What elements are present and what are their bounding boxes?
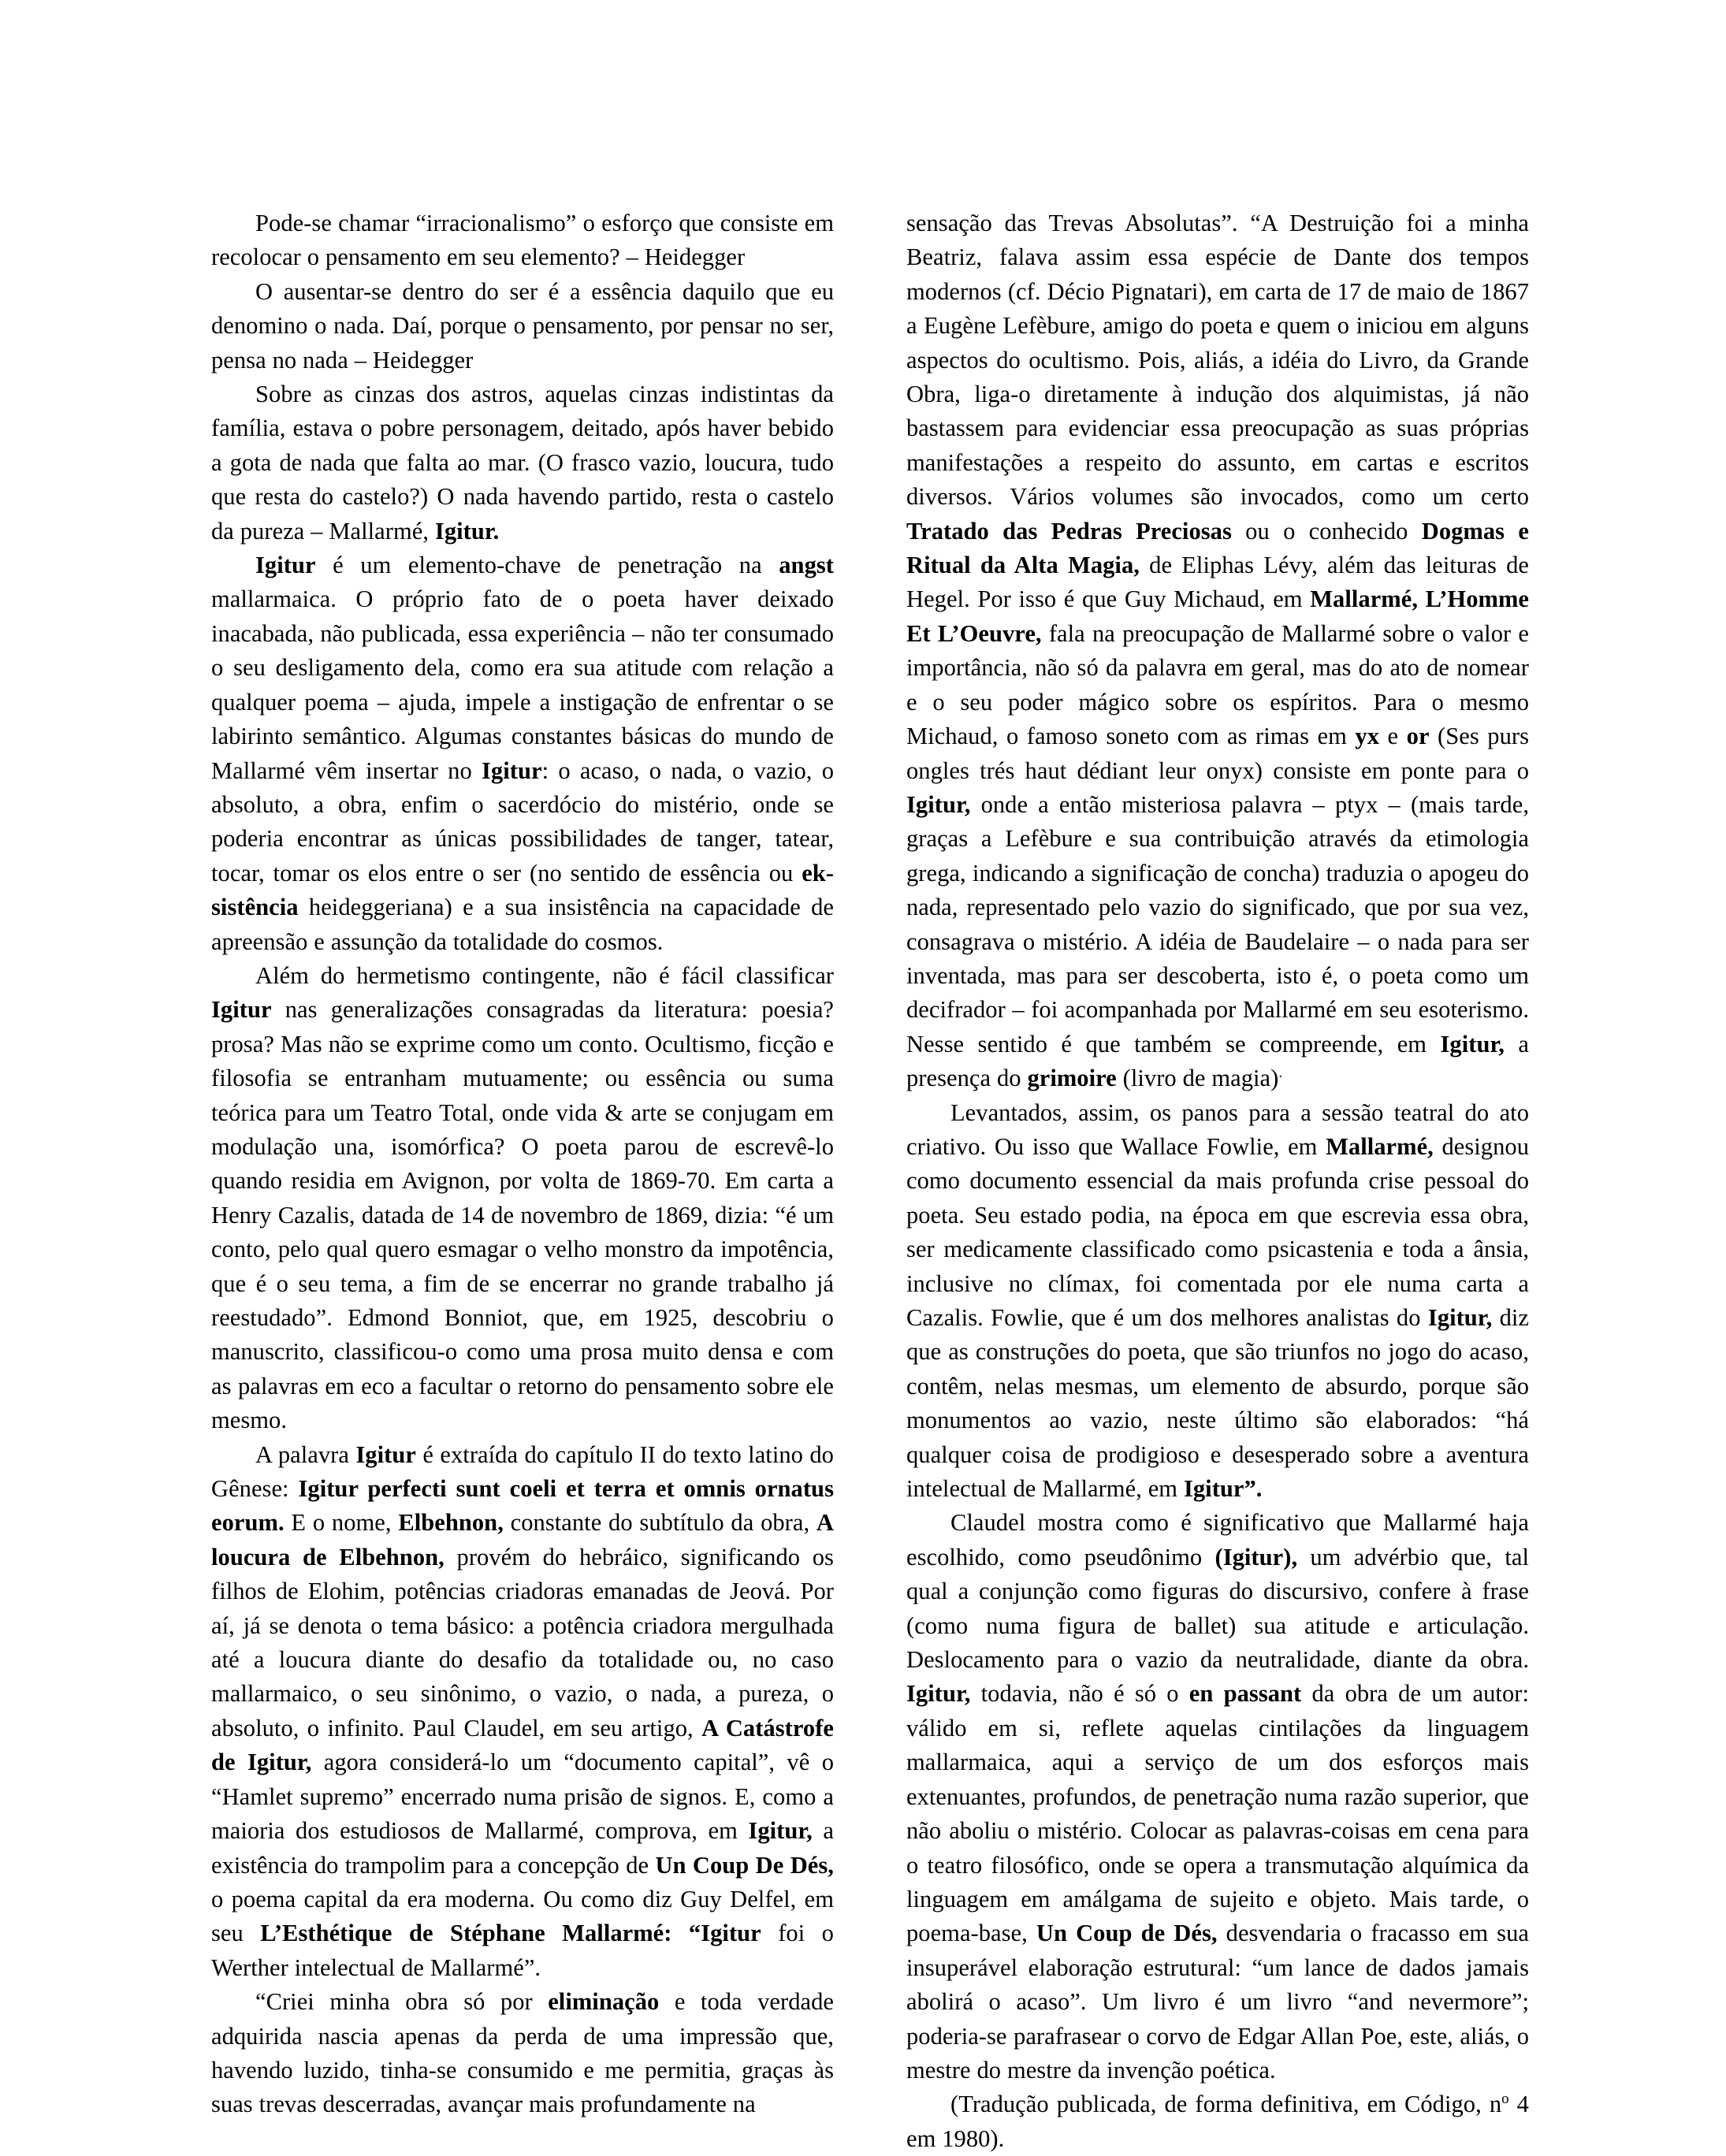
paragraph: sensação das Trevas Absolutas”. “A Destruição foi a minha Beatriz, falava assim essa espécie de Dante dos tempos modernos (cf. Décio Pignatari), em carta de 17 de maio de 1867 a Eugène Lefèbure, amigo do poeta e quem o iniciou em alguns aspectos do ocultismo. Pois, aliás, a idéia do Livro, da Grande Obra, liga-o diretamente à indução dos alquimistas, já não bastassem para evidenciar essa preocupação as suas próprias manifestações a respeito do assunto, em cartas e escritos diversos. Vários volumes são invocados, como um certo Tratado das Pedras Preciosas ou o conhecido Dogmas e Ritual da Alta Magia, de Eliphas Lévy, além das leituras de Hegel. Por isso é que Guy Michaud, em Mallarmé, L’Homme Et L’Oeuvre, fala na preocupação de Mallarmé sobre o valor e importância, não só da palavra em geral, mas do ato de nomear e o seu poder mágico sobre os espíritos. Para o mesmo Michaud, o famoso soneto com as rimas em yx e or (Ses purs ongles trés haut dédiant leur onyx) consiste em ponte para o Igitur, onde a então misteriosa palavra – ptyx – (mais tarde, graças a Lefèbure e sua contribuição através da etimologia grega, indicando a significação de concha) traduzia o apogeu do nada, representado pelo vazio do significado, que por sua vez, consagrava o mistério. A idéia de Baudelaire – o nada para ser inventada, mas para ser descoberta, isto é, o poeta como um decifrador – foi acompanhada por Mallarmé em seu esoterismo. Nesse sentido é que também se compreende, em Igitur, a presença do grimoire (livro de magia).: [906, 210, 1530, 1092]
paragraph: Levantados, assim, os panos para a sessão teatral do ato criativo. Ou isso que Wallace Fowlie, em Mallarmé, designou como documento essencial da mais profunda crise pessoal do poeta. Seu estado podia, na época em que escrevia essa obra, ser medicamente classificado como psicastenia e toda a ânsia, inclusive no clímax, foi comentada por ele numa carta a Cazalis. Fowlie, que é um dos melhores analistas do Igitur, diz que as construções do poeta, que são triunfos no jogo do acaso, contêm, nelas mesmas, um elemento de absurdo, porque são monumentos ao vazio, neste último são elaborados: “há qualquer coisa de prodigioso e desesperado sobre a aventura intelectual de Mallarmé, em Igitur”.: [906, 1098, 1530, 1503]
paragraph: Sobre as cinzas dos astros, aquelas cinzas indistintas da família, estava o pobre personagem, deitado, após haver bebido a gota de nada que falta ao mar. (O frasco vazio, loucura, tudo que resta do castelo?) O nada havendo partido, resta o castelo da pureza – Mallarmé, Igitur.: [211, 381, 834, 545]
paragraph: (Tradução publicada, de forma definitiva, em Código, $n^o$ 4 em 1980).: [906, 2091, 1529, 2152]
paragraph: Igitur é um elemento-chave de penetração na angst mallarmaica. O próprio fato de o poeta haver deixado inacabada, não publicada, essa experiência – não ter consumado o seu desligamento dela, como era sua atitude com relação a qualquer poema – ajuda, impele a instigação de enfrentar o se labirinto semântico. Algumas constantes básicas do mundo de Mallarmé vêm insertar no Igitur: o acaso, o nada, o vazio, o absoluto, a obra, enfim o sacerdócio do mistério, onde se poderia encontrar as únicas possibilidades de tanger, tatear, tocar, tomar os elos entre o ser (no sentido de essência ou ek-sistência heideggeriana) e a sua insistência na capacidade de apreensão e assunção da totalidade do cosmos.: [211, 552, 835, 955]
left-column: [211, 206, 834, 2156]
right-column: [906, 206, 1529, 2156]
paragraph: Pode-se chamar “irracionalismo” o esforço que consiste em recolocar o pensamento em seu elemento? – Heidegger: [211, 210, 834, 271]
paragraph: O ausentar-se dentro do ser é a essência daquilo que eu denomino o nada. Daí, porque o pensamento, por pensar no ser, pensa no nada – Heidegger: [211, 277, 834, 374]
paragraph: Claudel mostra como é significativo que Mallarmé haja escolhido, como pseudônimo (Igitur), um advérbio que, tal qual a conjunção como figuras do discursivo, confere à frase (como numa figura de ballet) sua atitude e articulação. Deslocamento para o vazio da neutralidade, diante da obra. Igitur, todavia, não é só o en passant da obra de um autor: válido em si, reflete aquelas cintilações da linguagem mallarmaica, aqui a serviço de um dos esforços mais extenuantes, profundos, de penetração numa razão superior, que não aboliu o mistério. Colocar as palavras-coisas em cena para o teatro filosófico, onde se opera a transmutação alquímica da linguagem em amálgama de sujeito e objeto. Mais tarde, o poema-base, Un Coup de Dés, desvendaria o fracasso em sua insuperável elaboração estrutural: “um lance de dados jamais abolirá o acaso”. Um livro é um livro “and nevermore”; poderia-se parafrasear o corvo de Edgar Allan Poe, este, aliás, o mestre do mestre da invenção poética.: [906, 1509, 1529, 2084]
paragraph: Além do hermetismo contingente, não é fácil classificar Igitur nas generalizações consagradas da literatura: poesia? prosa? Mas não se exprime como um conto. Ocultismo, ficção e filosofia se entranham mutuamente; ou essência ou suma teórica para um Teatro Total, onde vida & arte se conjugam em modulação una, isomórfica? O poeta parou de escrevê-lo quando residia em Avignon, por volta de 1869-70. Em carta a Henry Cazalis, datada de 14 de novembro de 1869, dizia: “é um conto, pelo qual quero esmagar o velho monstro da impotência, que é o seu tema, a fim de se encerrar no grande trabalho já reestudado”. Edmond Bonniot, que, em 1925, descobriu o manuscrito, classificou-o como uma prosa muito densa e com as palavras em eco a facultar o retorno do pensamento sobre ele mesmo.: [211, 961, 834, 1434]
paragraph: “Criei minha obra só por eliminação e toda verdade adquirida nascia apenas da perda de uma impressão que, havendo luzido, tinha-se consumido e me permitia, graças às suas trevas descerradas, avançar mais profundamente na: [211, 1988, 834, 2118]
text-columns: [211, 206, 1529, 2156]
paragraph: A palavra Igitur é extraída do capítulo II do texto latino do Gênese: Igitur perfecti sunt coeli et terra et omnis ornatus eorum. E o nome, Elbehnon, constante do subtítulo da obra, A loucura de Elbehnon, provém do hebráico, significando os filhos de Elohim, potências criadoras emanadas de Jeová. Por aí, já se denota o tema básico: a potência criadora mergulhada até a loucura diante do desafio da totalidade ou, no caso mallarmaico, o seu sinônimo, o vazio, o nada, a pureza, o absoluto, o infinito. Paul Claudel, em seu artigo, A Catástrofe de Igitur, agora considerá-lo um “documento capital”, vê o “Hamlet supremo” encerrado numa prisão de signos. E, como a maioria dos estudiosos de Mallarmé, comprova, em Igitur, a existência do trampolim para a concepção de Un Coup De Dés, o poema capital da era moderna. Ou como diz Guy Delfel, em seu L’Esthétique de Stéphane Mallarmé: “Igitur foi o Werther intelectual de Mallarmé”.: [211, 1440, 835, 1981]
